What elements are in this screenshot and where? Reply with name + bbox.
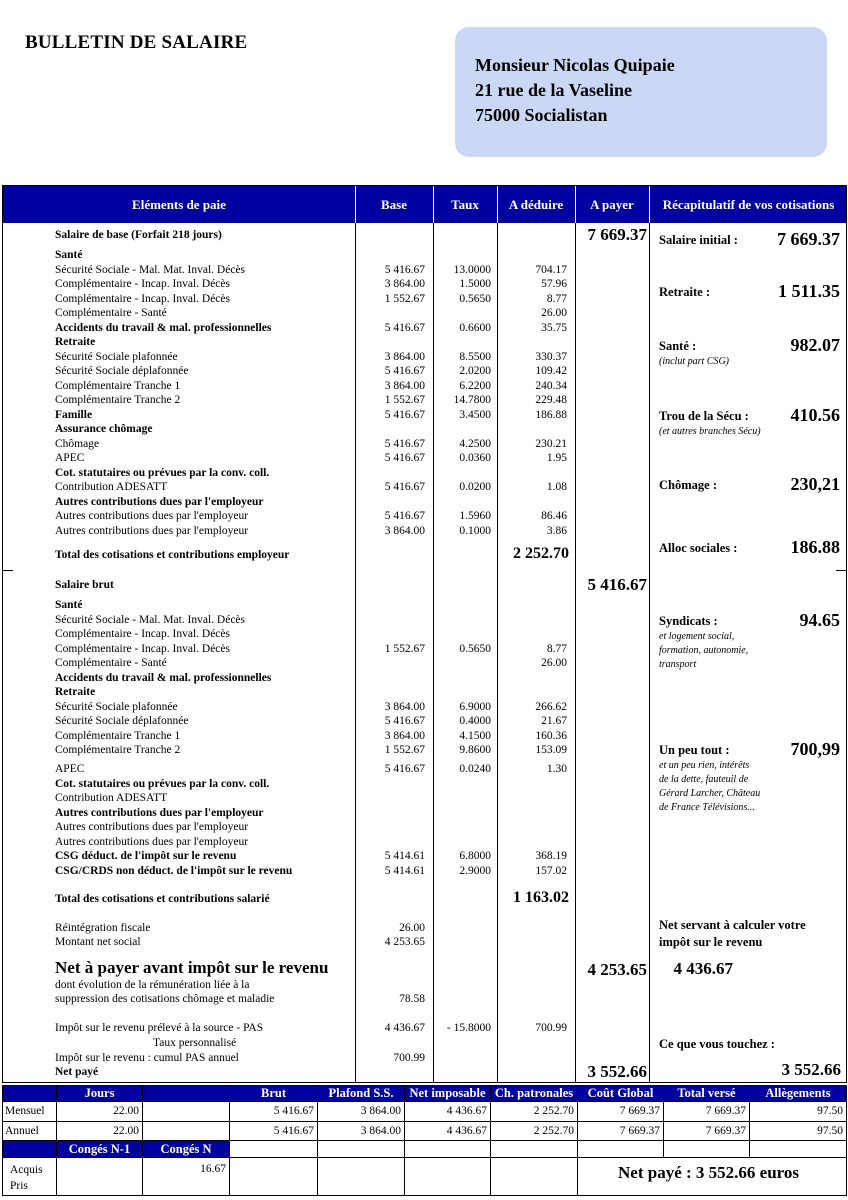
row-label: Taux personnalisé xyxy=(153,1037,237,1049)
row-label: Complémentaire - Santé xyxy=(55,657,167,669)
header-payer: A payer xyxy=(590,197,634,212)
recap-net-value: 4 436.67 xyxy=(673,959,733,978)
row-base: 5 416.67 xyxy=(384,264,425,276)
row-deduct: 266.62 xyxy=(535,701,567,713)
row-label: Sécurité Sociale plafonnée xyxy=(55,701,178,713)
row-label: Complémentaire - Incap. Inval. Décès xyxy=(55,293,230,305)
document-title: BULLETIN DE SALAIRE xyxy=(25,32,248,53)
row-payer: 3 552.66 xyxy=(587,1062,647,1081)
row-base: 5 416.67 xyxy=(384,452,425,464)
recap-note: (et autres branches Sécu) xyxy=(659,426,761,437)
row-deduct: 35.75 xyxy=(541,322,567,334)
summary-cell: 5 416.67 xyxy=(230,1122,318,1141)
row-deduct: 1.30 xyxy=(546,763,567,775)
row-label: Autres contributions dues par l'employeur xyxy=(55,836,249,848)
row-deduct: 153.09 xyxy=(535,744,567,756)
row-label: Accidents du travail & mal. professionnelles xyxy=(55,322,272,334)
recap-value: 7 669.37 xyxy=(777,229,840,249)
recap-value: 1 511.35 xyxy=(777,281,840,301)
row-base: 26.00 xyxy=(399,922,425,934)
row-rate: 8.5500 xyxy=(459,351,491,363)
row-base: 3 864.00 xyxy=(384,730,425,742)
row-label: Complémentaire Tranche 2 xyxy=(55,744,181,756)
summary-empty-cell xyxy=(664,1141,750,1158)
row-base: 3 864.00 xyxy=(384,278,425,290)
section-dash-left xyxy=(3,570,13,571)
header-elements: Eléments de paie xyxy=(132,197,226,212)
summary-empty-cell xyxy=(578,1141,664,1158)
acquis-label: Acquis xyxy=(10,1164,43,1176)
conges-n1-value xyxy=(57,1158,143,1196)
row-deduct: 368.19 xyxy=(535,850,567,862)
row-label: Sécurité Sociale plafonnée xyxy=(55,351,178,363)
row-label: Salaire brut xyxy=(55,579,114,591)
row-rate: 0.0240 xyxy=(459,763,491,775)
section-dash-right xyxy=(836,570,846,571)
recap-note: (inclut part CSG) xyxy=(659,356,729,367)
row-label: CSG/CRDS non déduct. de l'impôt sur le revenu xyxy=(55,865,293,877)
row-rate: 9.8600 xyxy=(459,744,491,756)
row-rate: 0.6600 xyxy=(459,322,491,334)
row-deduct: 3.86 xyxy=(546,525,567,537)
row-label: Chômage xyxy=(55,438,100,450)
row-label: Retraite xyxy=(55,686,96,698)
row-deduct: 230.21 xyxy=(535,438,567,450)
summary-table xyxy=(2,1085,847,1196)
conges-n-header: Congés N xyxy=(143,1141,230,1158)
summary-row-label: Annuel xyxy=(2,1122,57,1141)
row-base: 1 552.67 xyxy=(384,293,425,305)
summary-cell: 3 864.00 xyxy=(318,1102,405,1122)
row-deduct: 704.17 xyxy=(535,264,567,276)
recap-note: transport xyxy=(659,659,697,670)
summary-header: Coût Global xyxy=(578,1085,664,1102)
row-label: Complémentaire Tranche 1 xyxy=(55,380,181,392)
row-deduct: 1 163.02 xyxy=(513,889,569,906)
summary-cell: 22.00 xyxy=(57,1102,143,1122)
row-base: 1 552.67 xyxy=(384,744,425,756)
row-rate: 2.9000 xyxy=(459,865,491,877)
row-label: Sécurité Sociale - Mal. Mat. Inval. Décès xyxy=(55,614,246,626)
row-rate: 0.0200 xyxy=(459,481,491,493)
summary-cell: 3 864.00 xyxy=(318,1122,405,1141)
row-label: Complémentaire - Incap. Inval. Décès xyxy=(55,628,230,640)
row-rate: 4.2500 xyxy=(459,438,491,450)
summary-empty-cell xyxy=(750,1141,847,1158)
row-payer: 4 253.65 xyxy=(587,960,647,979)
row-rate: 3.4500 xyxy=(459,409,491,421)
row-label: Accidents du travail & mal. professionnelles xyxy=(55,672,272,684)
row-rate: - 15.8000 xyxy=(446,1022,491,1034)
row-deduct: 8.77 xyxy=(546,643,567,655)
summary-cell xyxy=(143,1102,230,1122)
address-line-city: 75000 Socialistan xyxy=(475,105,608,125)
summary-header: Allègements xyxy=(750,1085,847,1102)
summary-header xyxy=(2,1085,57,1102)
row-label: Santé xyxy=(55,599,83,611)
row-base: 3 864.00 xyxy=(384,525,425,537)
recap-label: Salaire initial : xyxy=(659,233,738,247)
recap-value: 94.65 xyxy=(799,610,840,630)
row-rate: 0.4000 xyxy=(459,715,491,727)
net-paid-box xyxy=(578,1158,847,1196)
row-label: Autres contributions dues par l'employeur xyxy=(55,525,249,537)
summary-cell: 97.50 xyxy=(750,1122,847,1141)
summary-empty-cell xyxy=(318,1158,405,1196)
summary-cell: 4 436.67 xyxy=(405,1102,491,1122)
row-deduct: 330.37 xyxy=(535,351,567,363)
row-base: 5 416.67 xyxy=(384,409,425,421)
summary-cell: 5 416.67 xyxy=(230,1102,318,1122)
summary-row-label: Mensuel xyxy=(2,1102,57,1122)
recap-net-label: impôt sur le revenu xyxy=(659,935,763,949)
row-rate: 6.9000 xyxy=(459,701,491,713)
row-base: 5 416.67 xyxy=(384,763,425,775)
row-deduct: 86.46 xyxy=(541,510,567,522)
row-deduct: 2 252.70 xyxy=(513,545,569,562)
row-base: 5 416.67 xyxy=(384,715,425,727)
row-deduct: 1.95 xyxy=(546,452,567,464)
recap-value: 410.56 xyxy=(790,405,840,425)
summary-empty-cell xyxy=(230,1158,318,1196)
row-label: Santé xyxy=(55,249,83,261)
row-deduct: 8.77 xyxy=(546,293,567,305)
summary-header: Brut xyxy=(230,1085,318,1102)
row-label: Complémentaire Tranche 2 xyxy=(55,394,181,406)
row-label: Contribution ADESATT xyxy=(55,792,168,804)
net-paid-total: Net payé : 3 552.66 euros xyxy=(618,1163,799,1182)
row-base: 700.99 xyxy=(393,1052,425,1064)
header-recap: Récapitulatif de vos cotisations xyxy=(662,197,835,212)
row-rate: 2.0200 xyxy=(459,365,491,377)
recap-value: 186.88 xyxy=(790,537,840,557)
summary-header: Plafond S.S. xyxy=(318,1085,405,1102)
recap-label: Syndicats : xyxy=(659,614,718,628)
recap-net-label: Net servant à calculer votre xyxy=(659,918,806,932)
row-label: Autres contributions dues par l'employeur xyxy=(55,807,264,819)
row-base: 3 864.00 xyxy=(384,351,425,363)
row-base: 5 416.67 xyxy=(384,438,425,450)
row-base: 3 864.00 xyxy=(384,380,425,392)
summary-cell: 7 669.37 xyxy=(578,1102,664,1122)
summary-cell: 97.50 xyxy=(750,1102,847,1122)
row-deduct: 160.36 xyxy=(535,730,567,742)
row-base: 5 416.67 xyxy=(384,365,425,377)
row-label: Complémentaire - Incap. Inval. Décès xyxy=(55,643,230,655)
recap-note: formation, autonomie, xyxy=(659,645,749,656)
row-deduct: 26.00 xyxy=(541,307,567,319)
row-deduct: 1.08 xyxy=(546,481,567,493)
summary-cell: 2 252.70 xyxy=(491,1102,578,1122)
summary-cell xyxy=(143,1122,230,1141)
row-label: Impôt sur le revenu prélevé à la source - PAS xyxy=(55,1022,264,1034)
summary-header: Net imposable xyxy=(405,1085,491,1102)
row-label: Famille xyxy=(55,409,93,421)
row-rate: 0.0360 xyxy=(459,452,491,464)
row-label: Montant net social xyxy=(55,936,141,948)
column-divider xyxy=(575,223,576,1082)
row-label: Autres contributions dues par l'employeur xyxy=(55,496,264,508)
row-rate: 6.8000 xyxy=(459,850,491,862)
row-deduct: 109.42 xyxy=(535,365,567,377)
summary-cell: 7 669.37 xyxy=(578,1122,664,1141)
row-label: dont évolution de la rémunération liée à la xyxy=(55,979,250,991)
summary-empty-cell xyxy=(405,1158,491,1196)
row-rate: 6.2200 xyxy=(459,380,491,392)
row-label: Assurance chômage xyxy=(55,423,153,435)
row-label: Autres contributions dues par l'employeur xyxy=(55,510,249,522)
row-label: Retraite xyxy=(55,336,96,348)
row-deduct: 21.67 xyxy=(541,715,567,727)
row-label: Sécurité Sociale déplafonnée xyxy=(55,365,189,377)
row-rate: 13.0000 xyxy=(453,264,491,276)
column-divider xyxy=(649,223,650,1082)
row-deduct: 186.88 xyxy=(535,409,567,421)
conges-spacer xyxy=(2,1141,57,1158)
row-rate: 0.5650 xyxy=(459,643,491,655)
row-label: Cot. statutaires ou prévues par la conv. coll. xyxy=(55,778,270,790)
summary-cell: 2 252.70 xyxy=(491,1122,578,1141)
row-label: Sécurité Sociale déplafonnée xyxy=(55,715,189,727)
row-deduct: 157.02 xyxy=(535,865,567,877)
row-base: 3 864.00 xyxy=(384,701,425,713)
row-deduct: 229.48 xyxy=(535,394,567,406)
address-line-street: 21 rue de la Vaseline xyxy=(475,80,633,100)
row-base: 5 416.67 xyxy=(384,481,425,493)
summary-empty-cell xyxy=(318,1141,405,1158)
summary-empty-cell xyxy=(405,1141,491,1158)
recap-note: Gérard Larcher, Château xyxy=(659,788,761,799)
address-box xyxy=(455,27,827,157)
summary-cell: 7 669.37 xyxy=(664,1122,750,1141)
row-label: suppression des cotisations chômage et maladie xyxy=(55,993,275,1005)
table-header xyxy=(3,186,846,223)
row-rate: 4.1500 xyxy=(459,730,491,742)
summary-empty-cell xyxy=(491,1158,578,1196)
recap-label: Alloc sociales : xyxy=(659,541,738,555)
recap-note: de France Télévisions... xyxy=(659,802,755,813)
row-label: Complémentaire - Santé xyxy=(55,307,167,319)
row-base: 5 414.61 xyxy=(384,850,425,862)
row-label: Réintégration fiscale xyxy=(55,922,151,934)
row-base: 5 414.61 xyxy=(384,865,425,877)
row-rate: 14.7800 xyxy=(453,394,491,406)
row-base: 1 552.67 xyxy=(384,394,425,406)
row-rate: 0.5650 xyxy=(459,293,491,305)
row-deduct: 700.99 xyxy=(535,1022,567,1034)
conges-n1-header: Congés N-1 xyxy=(57,1141,143,1158)
row-label: Salaire de base (Forfait 218 jours) xyxy=(55,229,222,241)
summary-header: Jours xyxy=(57,1085,143,1102)
recap-label: Un peu tout : xyxy=(659,743,730,757)
recap-label: Santé : xyxy=(659,339,697,353)
row-base: 5 416.67 xyxy=(384,510,425,522)
row-base: 5 416.67 xyxy=(384,322,425,334)
row-label: Impôt sur le revenu : cumul PAS annuel xyxy=(55,1052,239,1064)
acquis-pris-labels xyxy=(2,1158,57,1196)
header-taux: Taux xyxy=(451,197,479,212)
recap-label: Chômage : xyxy=(659,478,717,492)
row-label: Total des cotisations et contributions salarié xyxy=(55,893,270,905)
row-base: 78.58 xyxy=(399,993,425,1005)
recap-label: Retraite : xyxy=(659,285,711,299)
payslip-main-table xyxy=(2,185,847,1083)
row-label: APEC xyxy=(55,763,85,775)
row-label: Total des cotisations et contributions employeur xyxy=(55,549,290,561)
summary-cell: 4 436.67 xyxy=(405,1122,491,1141)
row-payer: 5 416.67 xyxy=(587,575,647,594)
row-deduct: 26.00 xyxy=(541,657,567,669)
recap-paid-value: 3 552.66 xyxy=(781,1060,841,1079)
header-base: Base xyxy=(381,197,407,212)
row-rate: 1.5960 xyxy=(459,510,491,522)
row-label: Complémentaire - Incap. Inval. Décès xyxy=(55,278,230,290)
recap-value: 700,99 xyxy=(790,739,840,759)
summary-cell: 7 669.37 xyxy=(664,1102,750,1122)
recap-paid-label: Ce que vous touchez : xyxy=(659,1037,775,1051)
row-label: Sécurité Sociale - Mal. Mat. Inval. Décès xyxy=(55,264,246,276)
row-deduct: 240.34 xyxy=(535,380,567,392)
row-base: 1 552.67 xyxy=(384,643,425,655)
summary-cell: 22.00 xyxy=(57,1122,143,1141)
summary-header xyxy=(143,1085,230,1102)
pris-label: Pris xyxy=(10,1180,28,1192)
row-label: Complémentaire Tranche 1 xyxy=(55,730,181,742)
summary-header: Ch. patronales xyxy=(491,1085,578,1102)
conges-n-acquis: 16.67 xyxy=(143,1158,230,1196)
row-label: CSG déduct. de l'impôt sur le revenu xyxy=(55,850,237,862)
row-label: Net payé xyxy=(55,1066,99,1078)
row-base: 4 436.67 xyxy=(384,1022,425,1034)
row-rate: 0.1000 xyxy=(459,525,491,537)
row-label: APEC xyxy=(55,452,85,464)
address-line-name: Monsieur Nicolas Quipaie xyxy=(475,55,675,75)
row-base: 4 253.65 xyxy=(384,936,425,948)
row-label: Cot. statutaires ou prévues par la conv. coll. xyxy=(55,467,270,479)
recap-value: 230,21 xyxy=(790,474,840,494)
recap-value: 982.07 xyxy=(790,335,840,355)
recap-note: de la dette, fauteuil de xyxy=(659,774,749,785)
row-rate: 1.5000 xyxy=(459,278,491,290)
row-label: Autres contributions dues par l'employeur xyxy=(55,821,249,833)
header-deduire: A déduire xyxy=(508,197,564,212)
recap-note: et logement social, xyxy=(659,631,735,642)
recap-label: Trou de la Sécu : xyxy=(659,409,749,423)
row-payer: 7 669.37 xyxy=(587,225,647,244)
row-label: Contribution ADESATT xyxy=(55,481,168,493)
summary-empty-cell xyxy=(230,1141,318,1158)
row-label: Net à payer avant impôt sur le revenu xyxy=(55,958,329,977)
recap-note: et un peu rien, intérêts xyxy=(659,760,750,771)
summary-empty-cell xyxy=(491,1141,578,1158)
row-deduct: 57.96 xyxy=(541,278,567,290)
summary-header: Total versé xyxy=(664,1085,750,1102)
